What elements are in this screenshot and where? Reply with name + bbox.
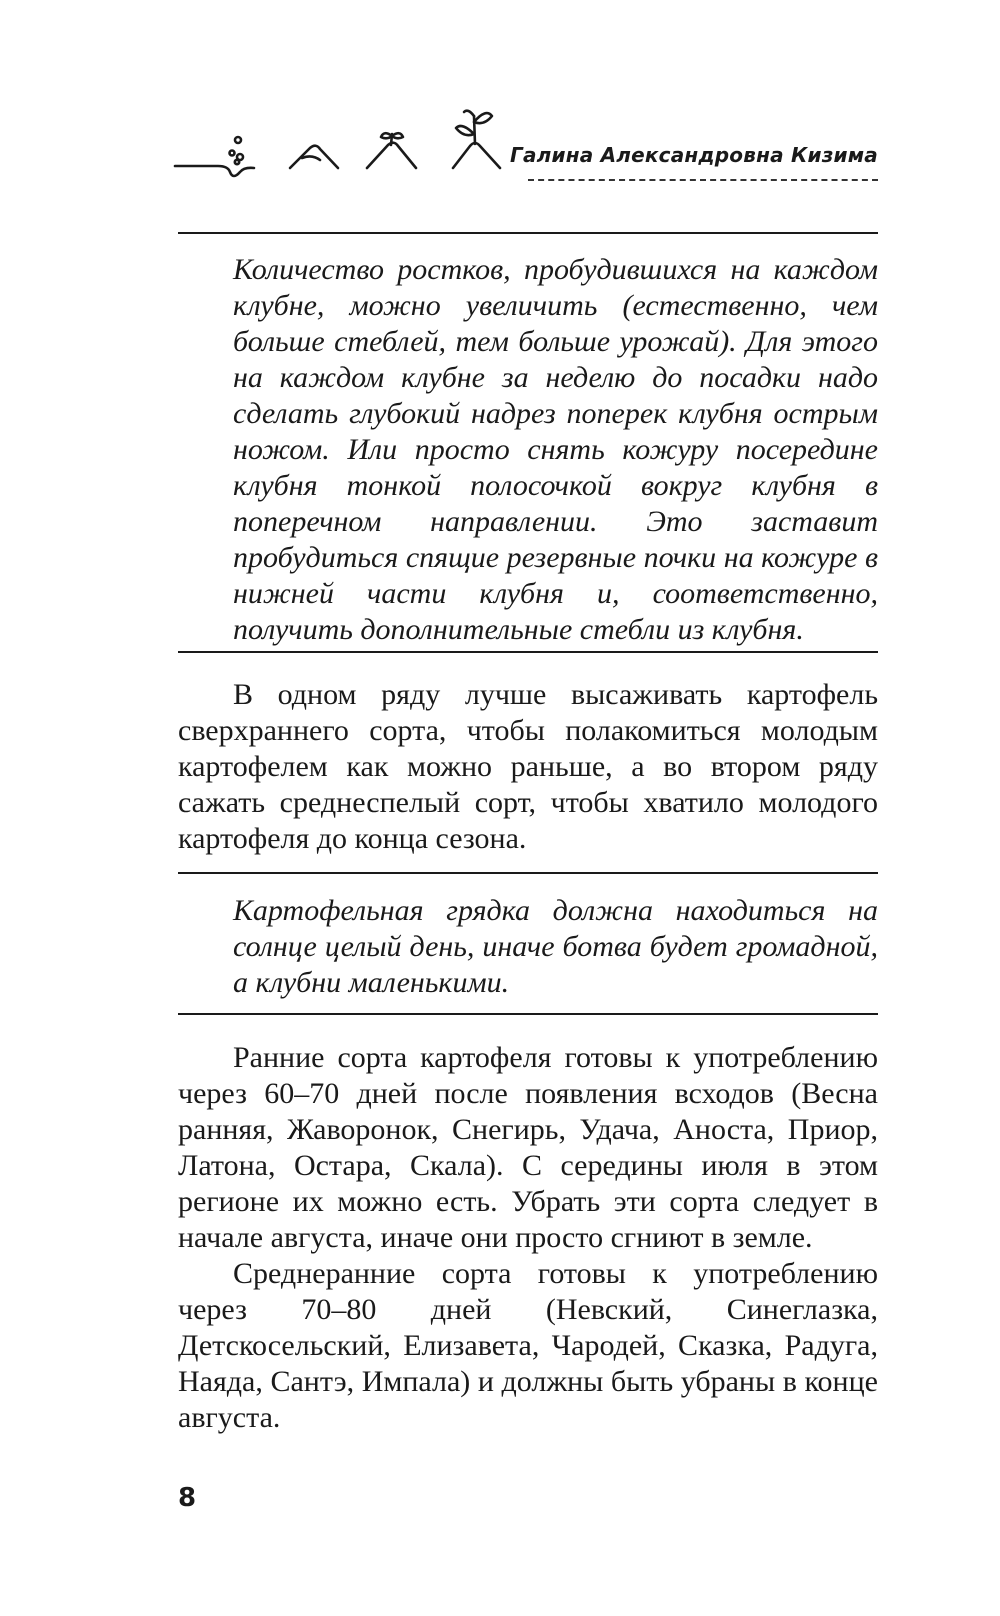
paragraph: В одном ряду лучше высаживать картофель сверхраннего сорта, чтобы полакомиться молодым картофелем как можно раньше, а во втором ряду сажать среднеспелый сорт, чтобы хватило молодого картофеля до конца сезона.: [178, 678, 878, 855]
page-number: 8: [178, 1483, 197, 1513]
sprout-mound-icon: [367, 133, 416, 168]
note-bottom-rule: [178, 1013, 878, 1015]
note-sprouts: Количество ростков, пробудившихся на каждом клубне, можно увеличить (естественно, чем больше стеблей, тем больше урожай). Для этого на каждом клубне за неделю до посадки надо сделать глубокий надрез поперек клубня острым ножом. Или просто снять кожуру посередине клубня тонкой полосочкой вокруг клубня в поперечном направлении. Это заставит пробудиться спящие резервные почки на кожуре в нижней части клубня и, соответственно, получить дополнительные стебли из клубня.: [233, 253, 878, 646]
note-top-rule: [178, 232, 878, 234]
seed-planting-icon: [175, 137, 254, 176]
note-sunlight: Картофельная грядка должна находиться на солнце целый день, иначе ботва будет громадной, а клубни маленькими.: [233, 894, 878, 999]
running-header-author: Галина Александровна Кизима: [510, 143, 878, 167]
soil-mound-icon: [290, 146, 338, 168]
paragraph-two-rows: [178, 677, 878, 857]
paragraph-mid-early-varieties: Среднеранние сорта готовы к употреблению через 70–80 дней (Невский, Синеглазка, Детскосельский, Елизавета, Чародей, Сказка, Радуга, Наяда, Сантэ, Импала) и должны быть убраны в конце августа.: [178, 1257, 878, 1434]
paragraph-early-varieties: Ранние сорта картофеля готовы к употреблению через 60–70 дней после появления всходов (Весна ранняя, Жаворонок, Снегирь, Удача, Аноста, Приор, Латона, Остара, Скала). С середины июля в этом регионе их можно есть. Убрать эти сорта следует в начале августа, иначе они просто сгниют в земле.: [178, 1041, 878, 1254]
header-ornament: [170, 100, 530, 190]
header-dashed-rule: [528, 179, 878, 181]
seedling-mound-icon: [453, 111, 500, 168]
note-top-rule: [178, 872, 878, 874]
note-bottom-rule: [178, 651, 878, 653]
paragraph-varieties: [178, 1040, 878, 1436]
